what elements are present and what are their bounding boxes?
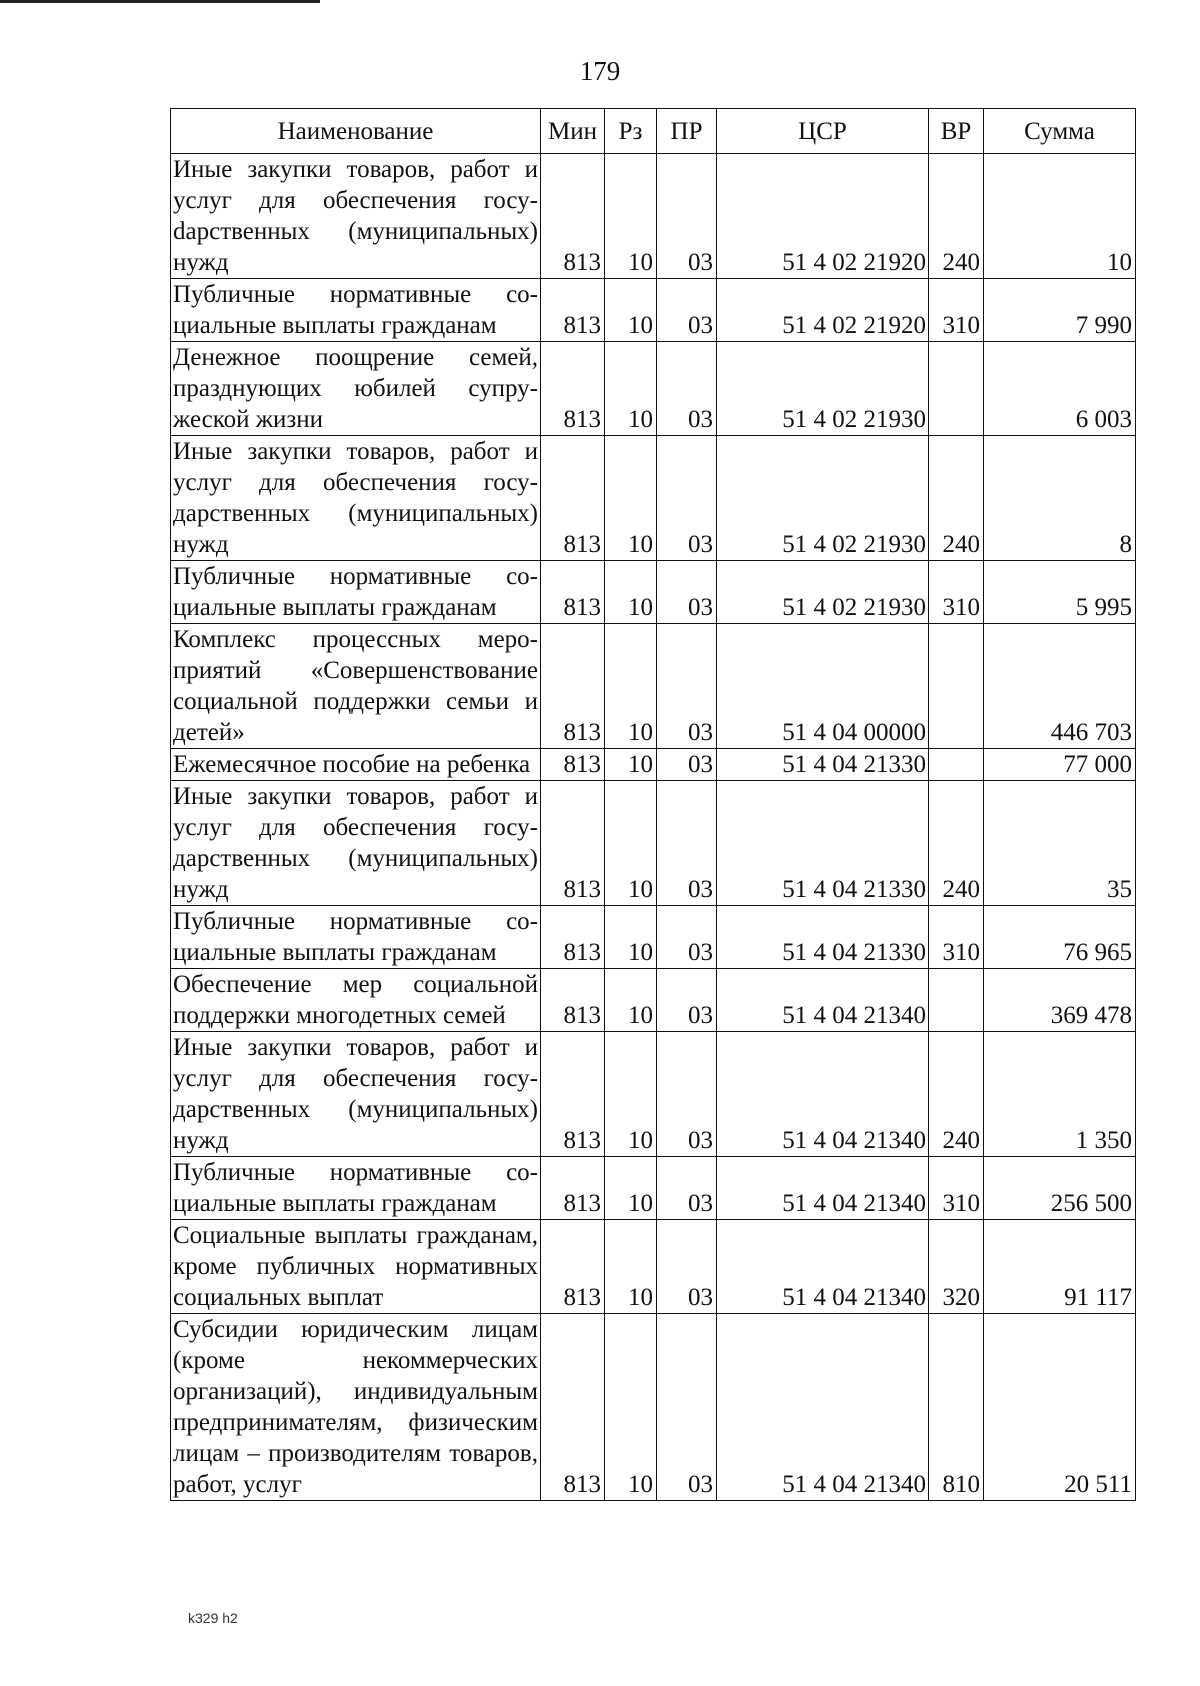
row-pr: 03 xyxy=(657,436,717,561)
row-csr: 51 4 04 21330 xyxy=(717,781,929,906)
row-sum: 10 xyxy=(984,154,1136,279)
row-name: Иные закупки товаров, работ и услуг для обеспечения государственных (муниципальных) нужд xyxy=(171,1032,541,1157)
row-min: 813 xyxy=(541,969,605,1032)
row-sum: 77 000 xyxy=(984,749,1136,781)
row-min: 813 xyxy=(541,749,605,781)
table-header-row xyxy=(171,109,1136,154)
row-csr: 51 4 02 21930 xyxy=(717,436,929,561)
row-rz: 10 xyxy=(605,624,657,749)
row-pr: 03 xyxy=(657,1157,717,1220)
row-pr: 03 xyxy=(657,279,717,342)
row-csr: 51 4 04 21330 xyxy=(717,749,929,781)
footer-code: k329 h2 xyxy=(188,1610,238,1626)
row-pr: 03 xyxy=(657,154,717,279)
row-rz: 10 xyxy=(605,1157,657,1220)
header-name: Наименование xyxy=(171,109,541,154)
header-pr: ПР xyxy=(657,109,717,154)
row-vr: 240 xyxy=(929,154,984,279)
row-name: Публичные нормативные социальные выплаты гражданам xyxy=(171,906,541,969)
row-csr: 51 4 02 21920 xyxy=(717,279,929,342)
table-row xyxy=(171,561,1136,624)
row-csr: 51 4 04 21340 xyxy=(717,1314,929,1501)
row-sum: 91 117 xyxy=(984,1220,1136,1314)
row-pr: 03 xyxy=(657,1220,717,1314)
row-min: 813 xyxy=(541,781,605,906)
row-pr: 03 xyxy=(657,1314,717,1501)
row-csr: 51 4 02 21930 xyxy=(717,342,929,436)
row-name: Социальные выплаты гражданам, кроме публичных нормативных социальных выплат xyxy=(171,1220,541,1314)
row-name: Публичные нормативные социальные выплаты гражданам xyxy=(171,279,541,342)
row-name: Публичные нормативные социальные выплаты гражданам xyxy=(171,561,541,624)
row-sum: 8 xyxy=(984,436,1136,561)
row-rz: 10 xyxy=(605,1032,657,1157)
row-vr: 310 xyxy=(929,561,984,624)
row-name: Обеспечение мер социальной поддержки многодетных семей xyxy=(171,969,541,1032)
table-row xyxy=(171,906,1136,969)
table-row xyxy=(171,624,1136,749)
row-vr xyxy=(929,342,984,436)
row-min: 813 xyxy=(541,1220,605,1314)
row-min: 813 xyxy=(541,624,605,749)
table-row xyxy=(171,436,1136,561)
row-vr: 240 xyxy=(929,436,984,561)
row-rz: 10 xyxy=(605,436,657,561)
row-rz: 10 xyxy=(605,749,657,781)
table-row xyxy=(171,1314,1136,1501)
row-min: 813 xyxy=(541,436,605,561)
header-sum: Сумма xyxy=(984,109,1136,154)
row-pr: 03 xyxy=(657,561,717,624)
row-name: Субсидии юридическим лицам (кроме некоммерческих организаций), индивидуальным предпринимателям, физическим лицам – производителям товаров, работ, услуг xyxy=(171,1314,541,1501)
budget-table-wrapper xyxy=(170,108,1135,1501)
table-row xyxy=(171,1157,1136,1220)
header-vr: ВР xyxy=(929,109,984,154)
top-rule xyxy=(0,0,320,3)
row-vr: 240 xyxy=(929,1032,984,1157)
row-sum: 35 xyxy=(984,781,1136,906)
row-csr: 51 4 02 21930 xyxy=(717,561,929,624)
row-sum: 6 003 xyxy=(984,342,1136,436)
table-row xyxy=(171,969,1136,1032)
row-name: Иные закупки товаров, работ и услуг для обеспечения госуdарственных (муниципальных) нужд xyxy=(171,154,541,279)
row-vr: 310 xyxy=(929,906,984,969)
table-row xyxy=(171,781,1136,906)
row-name: Публичные нормативные социальные выплаты гражданам xyxy=(171,1157,541,1220)
header-min: Мин xyxy=(541,109,605,154)
row-sum: 7 990 xyxy=(984,279,1136,342)
row-vr: 810 xyxy=(929,1314,984,1501)
row-csr: 51 4 04 21340 xyxy=(717,1157,929,1220)
row-vr: 310 xyxy=(929,279,984,342)
row-sum: 256 500 xyxy=(984,1157,1136,1220)
row-rz: 10 xyxy=(605,342,657,436)
table-body xyxy=(171,154,1136,1501)
row-sum: 1 350 xyxy=(984,1032,1136,1157)
row-pr: 03 xyxy=(657,969,717,1032)
table-row xyxy=(171,279,1136,342)
row-vr: 310 xyxy=(929,1157,984,1220)
row-min: 813 xyxy=(541,906,605,969)
row-rz: 10 xyxy=(605,1220,657,1314)
row-vr xyxy=(929,969,984,1032)
row-sum: 446 703 xyxy=(984,624,1136,749)
row-rz: 10 xyxy=(605,906,657,969)
row-rz: 10 xyxy=(605,279,657,342)
row-csr: 51 4 04 21340 xyxy=(717,1220,929,1314)
row-min: 813 xyxy=(541,279,605,342)
row-vr: 240 xyxy=(929,781,984,906)
row-name: Ежемесячное пособие на ребенка xyxy=(171,749,541,781)
row-vr xyxy=(929,624,984,749)
row-rz: 10 xyxy=(605,154,657,279)
row-name: Иные закупки товаров, работ и услуг для обеспечения государственных (муниципальных) нужд xyxy=(171,781,541,906)
row-rz: 10 xyxy=(605,561,657,624)
row-min: 813 xyxy=(541,1032,605,1157)
row-name: Денежное поощрение семей, празднующих юбилей супружеской жизни xyxy=(171,342,541,436)
row-csr: 51 4 04 00000 xyxy=(717,624,929,749)
row-pr: 03 xyxy=(657,1032,717,1157)
header-rz: Рз xyxy=(605,109,657,154)
row-pr: 03 xyxy=(657,781,717,906)
row-rz: 10 xyxy=(605,969,657,1032)
row-rz: 10 xyxy=(605,1314,657,1501)
row-vr xyxy=(929,749,984,781)
row-vr: 320 xyxy=(929,1220,984,1314)
table-row xyxy=(171,342,1136,436)
row-pr: 03 xyxy=(657,342,717,436)
table-row xyxy=(171,154,1136,279)
row-sum: 369 478 xyxy=(984,969,1136,1032)
row-pr: 03 xyxy=(657,624,717,749)
row-csr: 51 4 04 21340 xyxy=(717,1032,929,1157)
table-row xyxy=(171,749,1136,781)
row-min: 813 xyxy=(541,1314,605,1501)
table-row xyxy=(171,1032,1136,1157)
row-csr: 51 4 02 21920 xyxy=(717,154,929,279)
row-min: 813 xyxy=(541,154,605,279)
row-pr: 03 xyxy=(657,749,717,781)
row-sum: 5 995 xyxy=(984,561,1136,624)
row-rz: 10 xyxy=(605,781,657,906)
row-pr: 03 xyxy=(657,906,717,969)
header-csr: ЦСР xyxy=(717,109,929,154)
row-name: Комплекс процессных мероприятий «Совершенствование социальной поддержки семьи и детей» xyxy=(171,624,541,749)
table-row xyxy=(171,1220,1136,1314)
row-min: 813 xyxy=(541,1157,605,1220)
page-number: 179 xyxy=(579,56,621,86)
row-name: Иные закупки товаров, работ и услуг для обеспечения государственных (муниципальных) нужд xyxy=(171,436,541,561)
row-sum: 20 511 xyxy=(984,1314,1136,1501)
row-min: 813 xyxy=(541,342,605,436)
row-csr: 51 4 04 21340 xyxy=(717,969,929,1032)
row-min: 813 xyxy=(541,561,605,624)
budget-table xyxy=(170,108,1136,1501)
row-sum: 76 965 xyxy=(984,906,1136,969)
row-csr: 51 4 04 21330 xyxy=(717,906,929,969)
